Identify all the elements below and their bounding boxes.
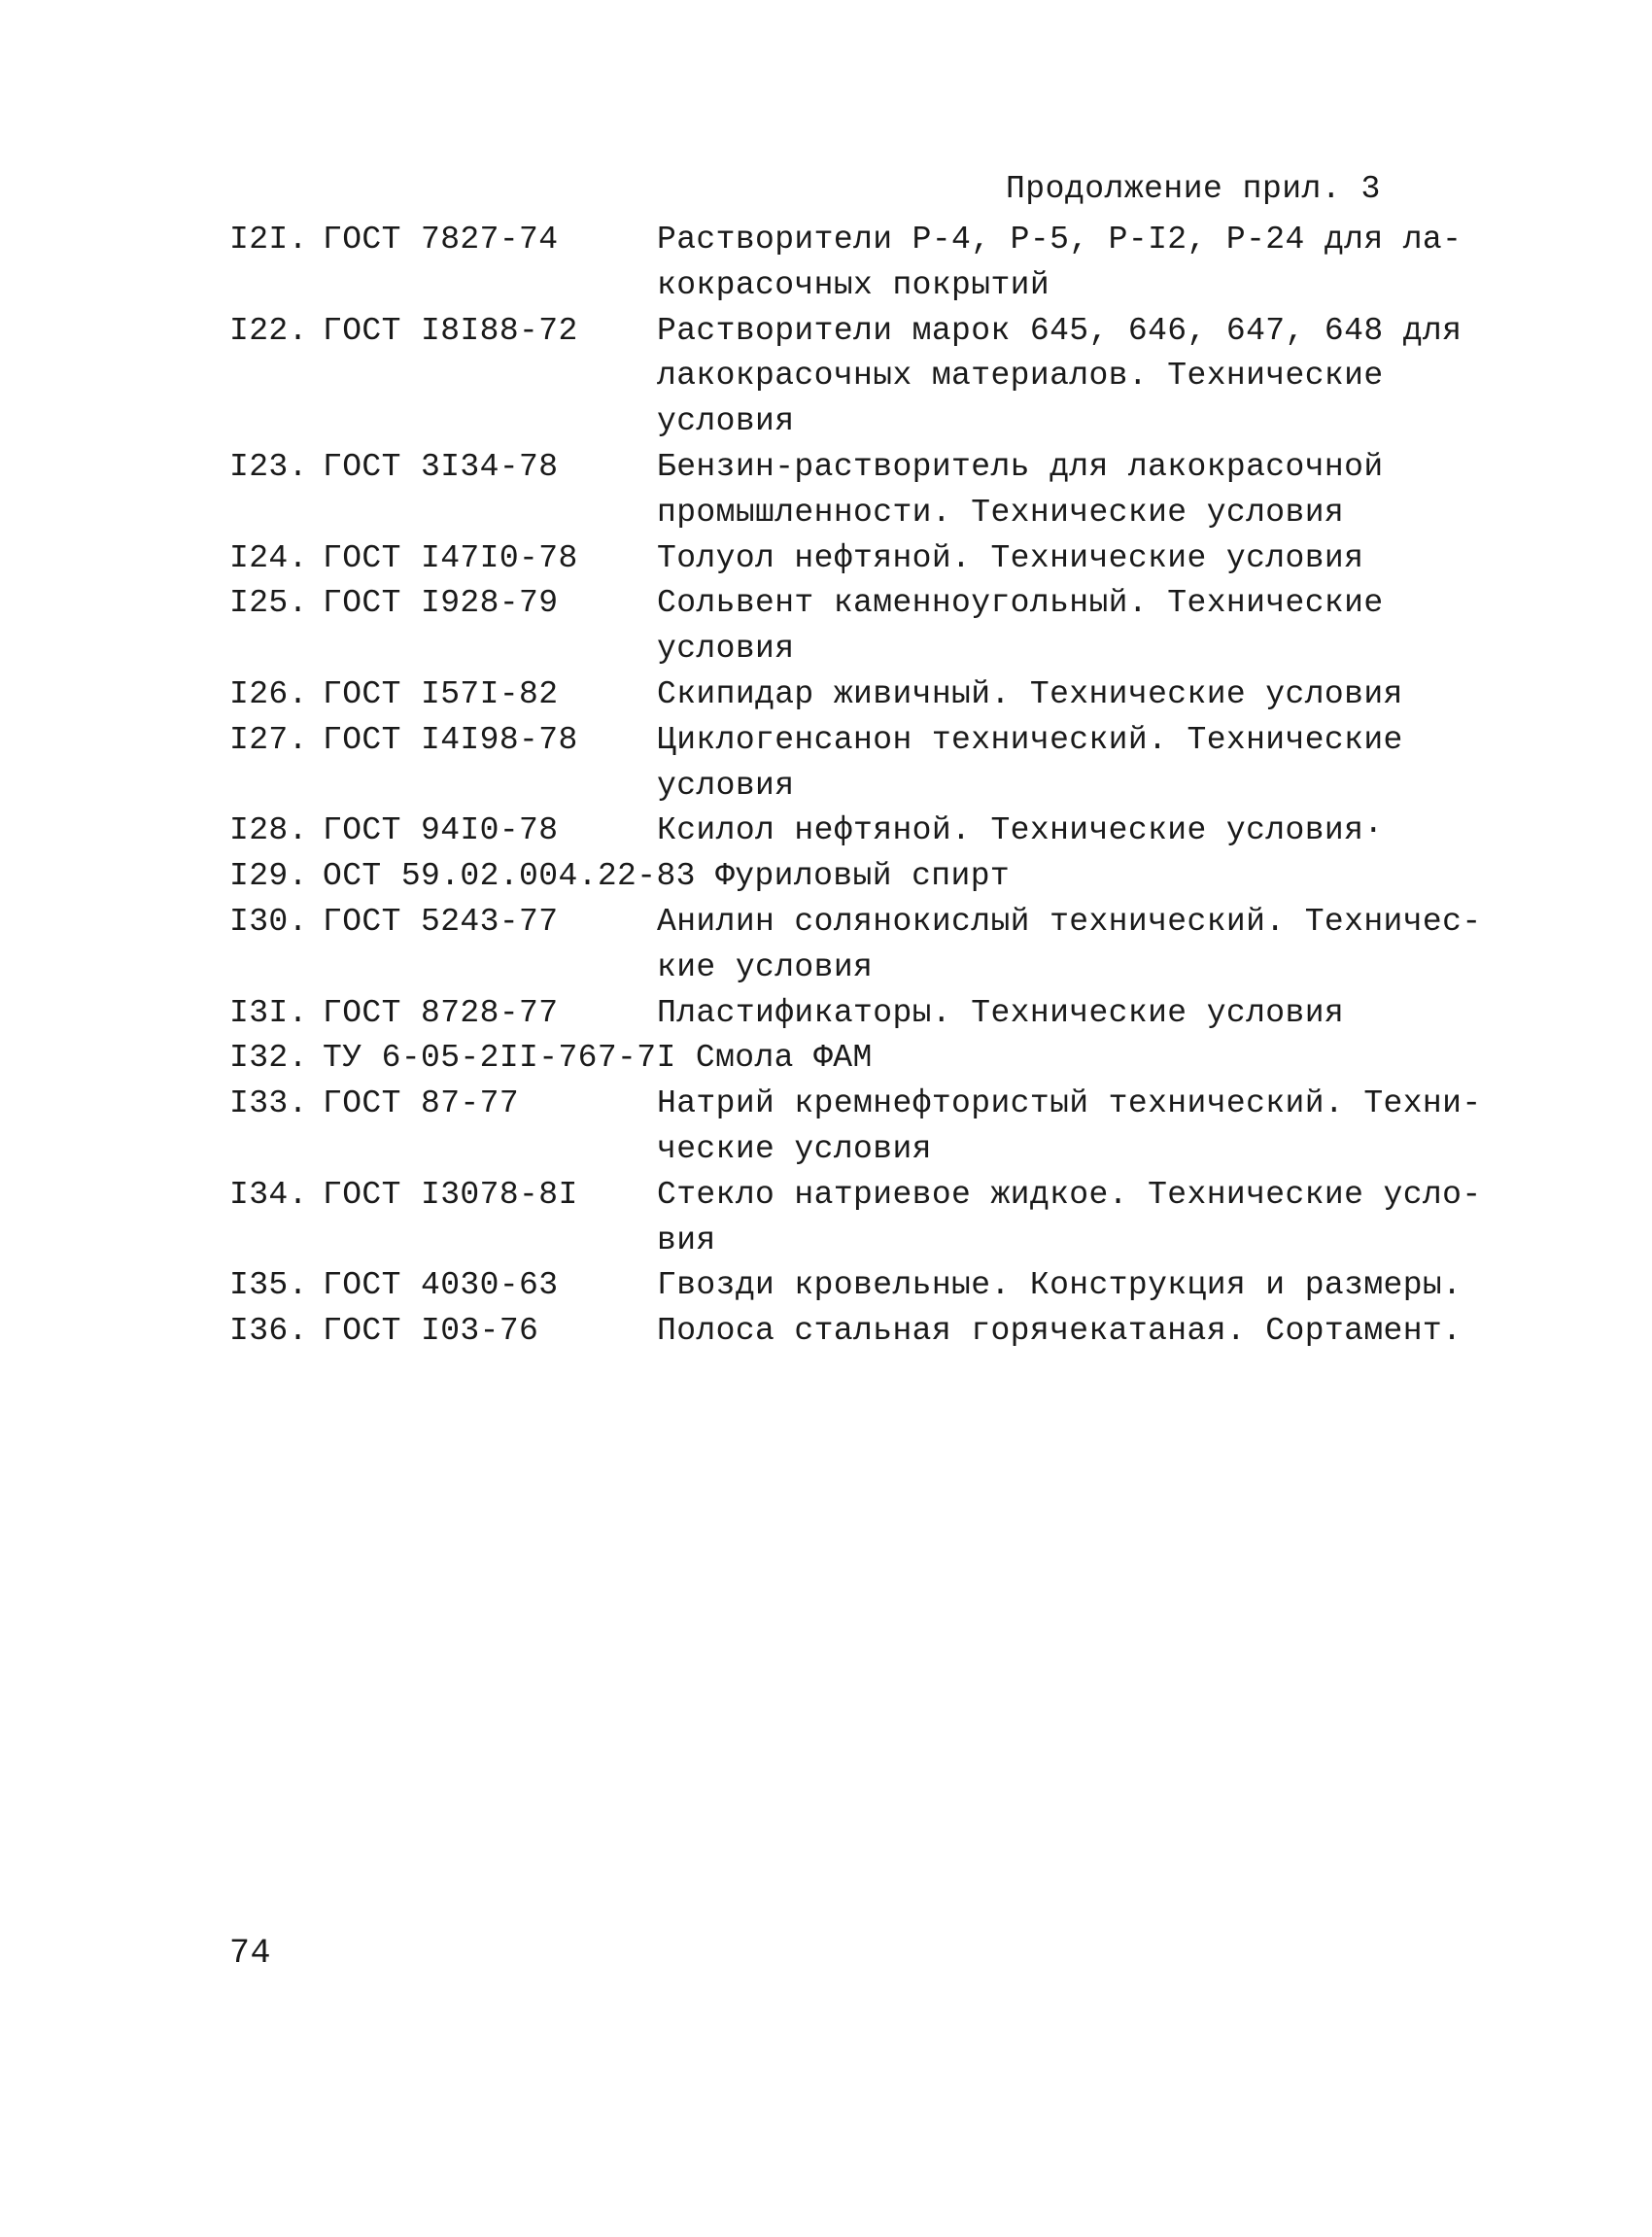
entry-number: I23. [229,448,308,485]
entry-title-line: Растворители Р-4, Р-5, Р-I2, Р-24 для ла- [657,222,1463,258]
list-item [229,445,1454,536]
entry-title-line: кокрасочных покрытий [657,266,1050,303]
entry-title-line: промышленности. Технические условия [657,494,1345,531]
list-item [229,1173,1482,1264]
entry-title-line: Бензин-растворитель для лакокрасочной [657,448,1384,485]
entry-title-line: Анилин солянокислый технический. Техничес- [657,903,1482,940]
entry-title-line: условия [657,403,795,440]
entry-title [657,445,1454,536]
entry-title-line: Полоса стальная горячекатаная. Сортамент. [657,1313,1463,1350]
entry-number: I2I. [229,222,308,258]
entry-title [657,218,1463,309]
list-item [229,809,1454,854]
entry-number: I30. [229,903,308,940]
entry-title-line: вия [657,1222,716,1258]
entry-standard-code: ГОСТ I8I88-72 [323,312,578,349]
list-item [229,1036,1454,1082]
list-item [229,900,1482,991]
entry-title-line: условия [657,767,795,804]
entry-standard-code: ГОСТ I03-76 [323,1313,539,1350]
entry-standard-code: ГОСТ 7827-74 [323,222,559,258]
entry-standard-and-title: ТУ 6-05-2II-767-7I Смола ФАМ [323,1040,873,1077]
entry-number: I26. [229,675,308,712]
entry-title [657,581,1454,672]
entry-standard-code: ГОСТ I57I-82 [323,675,559,712]
list-item [229,1082,1482,1173]
entry-title [657,900,1482,991]
entry-standard-code: ГОСТ 4030-63 [323,1267,559,1304]
list-item [229,991,1454,1037]
entry-title-line: Сольвент каменноугольный. Технические [657,585,1384,622]
entry-title-line: Ксилол нефтяной. Технические условия· [657,812,1384,849]
entry-standard-code: ГОСТ I4I98-78 [323,721,578,758]
entry-title-line: лакокрасочных материалов. Технические [657,358,1384,395]
list-item [229,218,1463,309]
continuation-heading: Продолжение прил. 3 [1006,171,1381,207]
entry-number: I36. [229,1313,308,1350]
standards-list [229,218,1482,1355]
list-item [229,672,1454,718]
entry-standard-code: ГОСТ I3078-8I [323,1176,578,1213]
entry-number: I24. [229,539,308,576]
entry-title-line: Пластификаторы. Технические условия [657,994,1345,1031]
entry-title-line: условия [657,631,795,668]
entry-title [657,672,1454,718]
list-item [229,1309,1463,1355]
entry-standard-code: ГОСТ 94I0-78 [323,812,559,849]
list-item [229,536,1454,582]
entry-title-line: Натрий кремнефтористый технический. Техни- [657,1085,1482,1122]
entry-title-line: Стекло натриевое жидкое. Технические усло- [657,1176,1482,1213]
list-item [229,854,1454,900]
list-item [229,309,1463,445]
entry-title-line: кие условия [657,948,874,985]
entry-title [657,1263,1463,1309]
entry-number: I29. [229,858,308,895]
entry-title [657,991,1454,1037]
entry-title [657,809,1454,854]
entry-title-line: Гвозди кровельные. Конструкция и размеры. [657,1267,1463,1304]
entry-number: I3I. [229,994,308,1031]
entry-title [657,718,1454,809]
list-item [229,1263,1463,1309]
entry-standard-code: ГОСТ 8728-77 [323,994,559,1031]
list-item [229,581,1454,672]
entry-standard-code: ГОСТ I928-79 [323,585,559,622]
entry-title-line: Толуол нефтяной. Технические условия [657,539,1364,576]
entry-standard-code: ГОСТ I47I0-78 [323,539,578,576]
entry-number: I25. [229,585,308,622]
entry-title-line: Циклогенсанон технический. Технические [657,721,1403,758]
entry-number: I33. [229,1085,308,1122]
entry-title-line: Растворители марок 645, 646, 647, 648 для [657,312,1463,349]
entry-title [657,309,1463,445]
entry-standard-code: ГОСТ 3I34-78 [323,448,559,485]
entry-number: I27. [229,721,308,758]
entry-title-line: Скипидар живичный. Технические условия [657,675,1403,712]
entry-title [657,1309,1463,1355]
entry-standard-and-title: ОСТ 59.02.004.22-83 Фуриловый спирт [323,858,1011,895]
entry-number: I34. [229,1176,308,1213]
entry-number: I28. [229,812,308,849]
entry-title-line: ческие условия [657,1130,932,1167]
entry-number: I22. [229,312,308,349]
entry-number: I32. [229,1040,308,1077]
entry-standard-code: ГОСТ 5243-77 [323,903,559,940]
entry-number: I35. [229,1267,308,1304]
entry-title [657,536,1454,582]
list-item [229,718,1454,809]
page-number: 74 [229,1934,272,1973]
entry-title [657,1173,1482,1264]
entry-standard-code: ГОСТ 87-77 [323,1085,520,1122]
entry-title [657,1082,1482,1173]
